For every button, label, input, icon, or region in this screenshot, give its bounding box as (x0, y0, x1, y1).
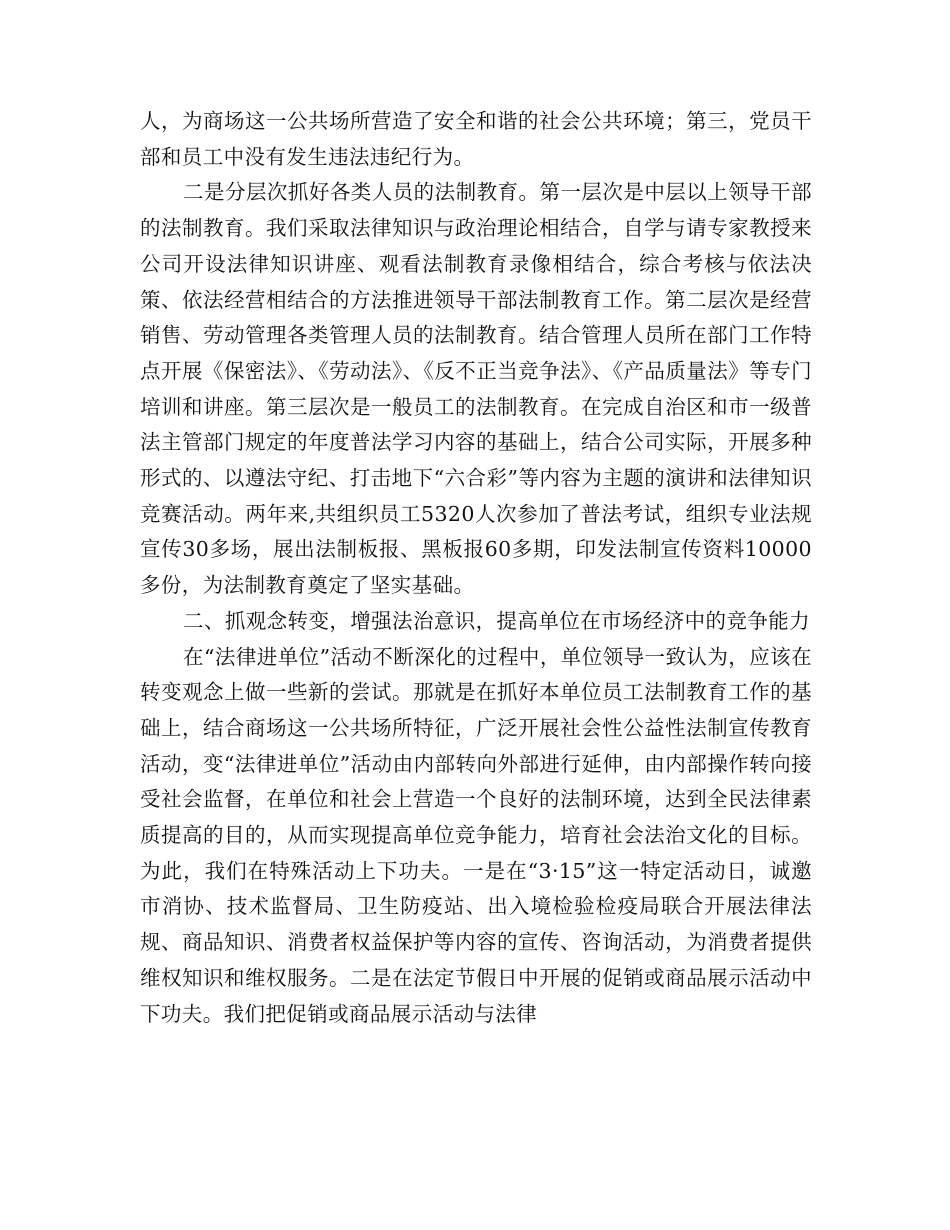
document-page (140, 104, 812, 1032)
section-heading-concept-change: 二、抓观念转变，增强法治意识，提高单位在市场经济中的竞争能力 (183, 608, 811, 633)
paragraph-legal-education-levels: 二是分层次抓好各类人员的法制教育。第一层次是中层以上领导干部的法制教育。我们采取法律知识与政治理论相结合，自学与请专家教授来公司开设法律知识讲座、观看法制教育录像相结合，综合考核与依法决策、依法经营相结合的方法推进领导干部法制教育工作。第二层次是经营销售、劳动管理各类管理人员的法制教育。结合管理人员所在部门工作特点开展《保密法》、《劳动法》、《反不正当竞争法》、《产品质量法》等专门培训和讲座。第三层次是一般员工的法制教育。在完成自治区和市一级普法主管部门规定的年度普法学习内容的基础上，结合公司实际，开展多种形式的、以遵法守纪、打击地下“六合彩”等内容为主题的演讲和法律知识竞赛活动。两年来,共组织员工5320人次参加了普法考试，组织专业法规宣传30多场，展出法制板报、黑板报60多期，印发法制宣传资料10000多份，为法制教育奠定了坚实基础。 (140, 180, 812, 598)
paragraph-law-into-units: 在“法律进单位”活动不断深化的过程中，单位领导一致认为，应该在转变观念上做一些新的尝试。那就是在抓好本单位员工法制教育工作的基础上，结合商场这一公共场所特征，广泛开展社会性公益性法制宣传教育活动，变“法律进单位”活动由内部转向外部进行延伸，由内部操作转向接受社会监督，在单位和社会上营造一个良好的法制环境，达到全民法律素质提高的目的，从而实现提高单位竞争能力，培育社会法治文化的目标。为此，我们在特殊活动上下功夫。一是在“3·15”这一特定活动日，诚邀市消协、技术监督局、卫生防疫站、出入境检验检疫局联合开展法律法规、商品知识、消费者权益保护等内容的宣传、咨询活动，为消费者提供维权知识和维权服务。二是在法定节假日中开展的促销或商品展示活动中下功夫。我们把促销或商品展示活动与法律 (140, 644, 812, 1026)
paragraph-continuation: 人，为商场这一公共场所营造了安全和谐的社会公共环境；第三，党员干部和员工中没有发生违法违纪行为。 (140, 109, 812, 169)
